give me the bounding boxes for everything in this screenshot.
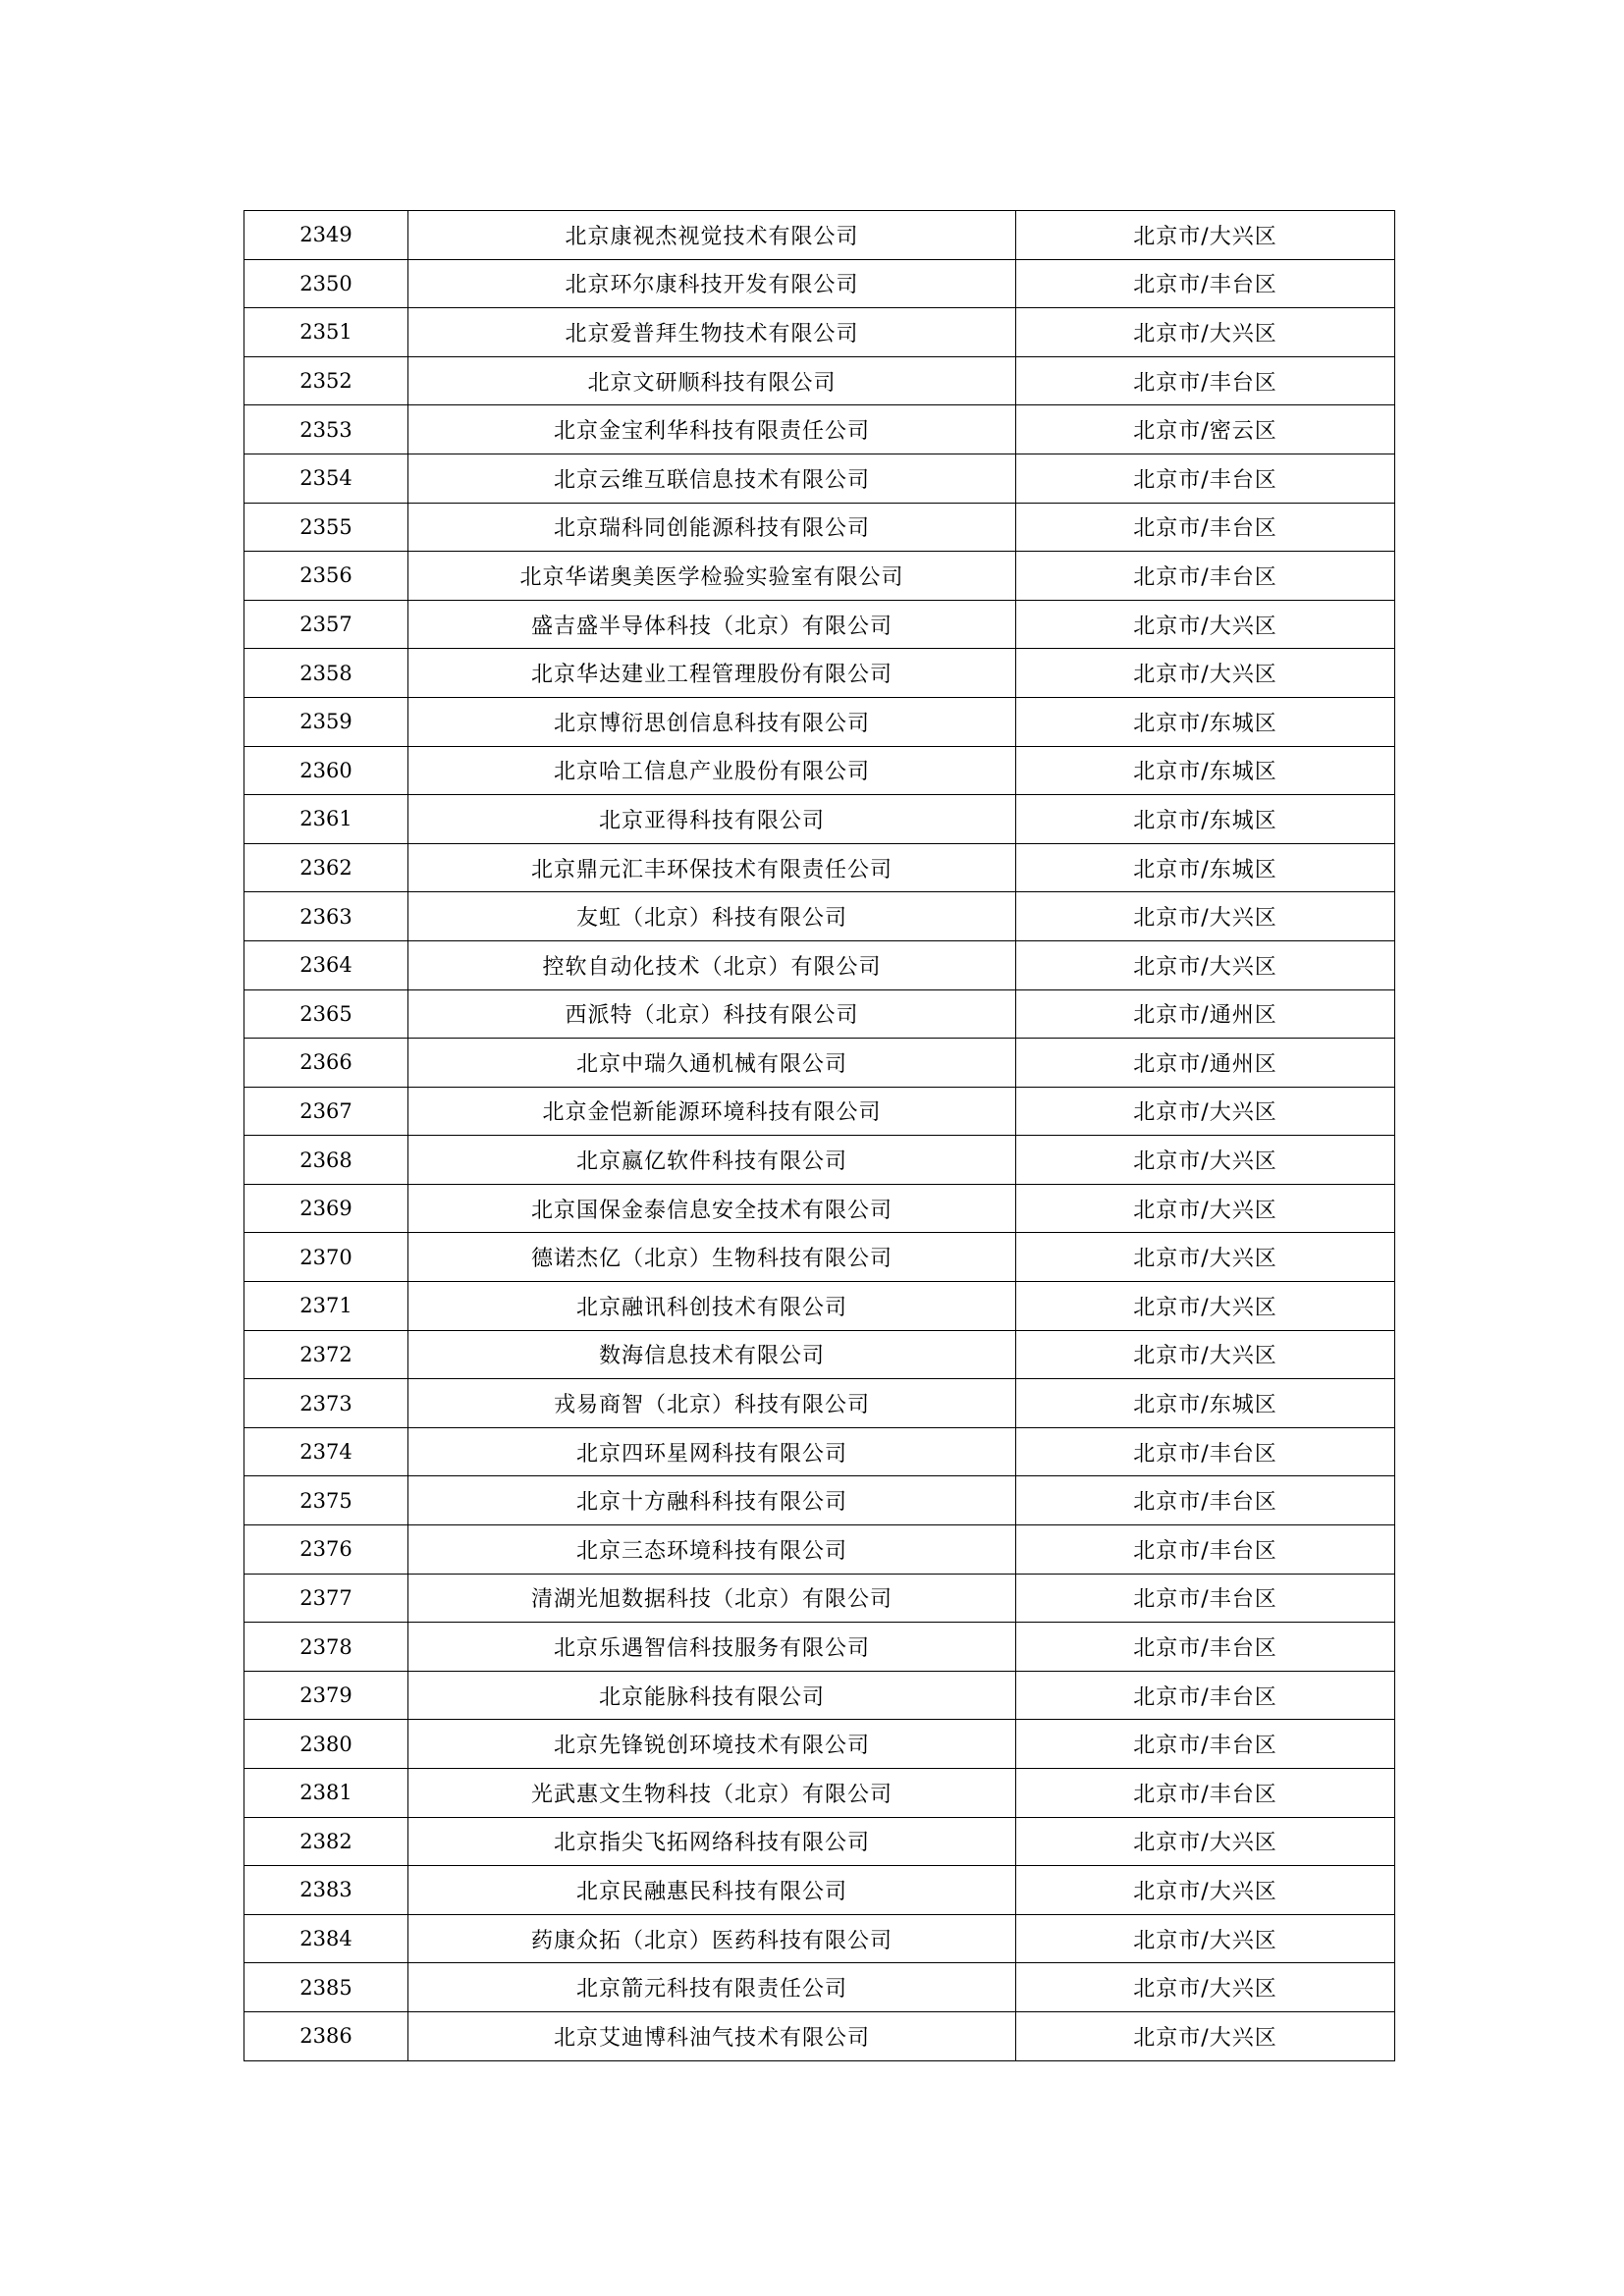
table-row — [244, 989, 1395, 1039]
row-number: 2384 — [244, 1914, 408, 1963]
company-name: 北京文研顺科技有限公司 — [408, 356, 1016, 405]
company-name: 北京鼎元汇丰环保技术有限责任公司 — [408, 843, 1016, 892]
row-number: 2366 — [244, 1039, 408, 1088]
row-number: 2377 — [244, 1574, 408, 1623]
company-name: 北京乐遇智信科技服务有限公司 — [408, 1623, 1016, 1672]
table-row — [244, 600, 1395, 649]
company-name: 西派特（北京）科技有限公司 — [408, 989, 1016, 1039]
table-row — [244, 1720, 1395, 1769]
row-number: 2354 — [244, 454, 408, 503]
company-name: 北京康视杰视觉技术有限公司 — [408, 211, 1016, 260]
row-number: 2351 — [244, 308, 408, 357]
row-number: 2368 — [244, 1136, 408, 1185]
table-row — [244, 356, 1395, 405]
table-row — [244, 1671, 1395, 1720]
table-row — [244, 211, 1395, 260]
row-number: 2370 — [244, 1233, 408, 1282]
company-list-table — [244, 210, 1395, 2061]
region-cell: 北京市/密云区 — [1016, 405, 1395, 454]
row-number: 2381 — [244, 1769, 408, 1818]
table-row — [244, 1525, 1395, 1575]
row-number: 2367 — [244, 1087, 408, 1136]
region-cell: 北京市/通州区 — [1016, 1039, 1395, 1088]
region-cell: 北京市/丰台区 — [1016, 454, 1395, 503]
region-cell: 北京市/东城区 — [1016, 843, 1395, 892]
table-row — [244, 795, 1395, 844]
row-number: 2350 — [244, 259, 408, 308]
company-name: 北京华诺奥美医学检验实验室有限公司 — [408, 552, 1016, 601]
region-cell: 北京市/通州区 — [1016, 989, 1395, 1039]
table-row — [244, 892, 1395, 941]
table-row — [244, 1574, 1395, 1623]
table-row — [244, 405, 1395, 454]
company-name: 北京先锋锐创环境技术有限公司 — [408, 1720, 1016, 1769]
region-cell: 北京市/东城区 — [1016, 1379, 1395, 1428]
row-number: 2363 — [244, 892, 408, 941]
company-name: 北京指尖飞拓网络科技有限公司 — [408, 1817, 1016, 1866]
row-number: 2374 — [244, 1427, 408, 1476]
region-cell: 北京市/丰台区 — [1016, 1769, 1395, 1818]
region-cell: 北京市/丰台区 — [1016, 1476, 1395, 1525]
region-cell: 北京市/大兴区 — [1016, 1866, 1395, 1915]
region-cell: 北京市/丰台区 — [1016, 1525, 1395, 1575]
company-name: 北京哈工信息产业股份有限公司 — [408, 746, 1016, 795]
row-number: 2365 — [244, 989, 408, 1039]
row-number: 2375 — [244, 1476, 408, 1525]
region-cell: 北京市/大兴区 — [1016, 1817, 1395, 1866]
row-number: 2378 — [244, 1623, 408, 1672]
table-row — [244, 697, 1395, 746]
region-cell: 北京市/丰台区 — [1016, 1427, 1395, 1476]
table-row — [244, 1623, 1395, 1672]
region-cell: 北京市/大兴区 — [1016, 649, 1395, 698]
region-cell: 北京市/大兴区 — [1016, 1184, 1395, 1233]
region-cell: 北京市/丰台区 — [1016, 1623, 1395, 1672]
table-row — [244, 1769, 1395, 1818]
row-number: 2357 — [244, 600, 408, 649]
table-row — [244, 259, 1395, 308]
table-row — [244, 1136, 1395, 1185]
table-row — [244, 454, 1395, 503]
table-row — [244, 552, 1395, 601]
region-cell: 北京市/大兴区 — [1016, 1963, 1395, 2012]
row-number: 2372 — [244, 1330, 408, 1379]
region-cell: 北京市/大兴区 — [1016, 308, 1395, 357]
row-number: 2386 — [244, 2011, 408, 2060]
company-name: 北京国保金泰信息安全技术有限公司 — [408, 1184, 1016, 1233]
table-row — [244, 1427, 1395, 1476]
row-number: 2373 — [244, 1379, 408, 1428]
row-number: 2364 — [244, 940, 408, 989]
region-cell: 北京市/丰台区 — [1016, 552, 1395, 601]
row-number: 2355 — [244, 503, 408, 552]
table-row — [244, 1087, 1395, 1136]
company-name: 德诺杰亿（北京）生物科技有限公司 — [408, 1233, 1016, 1282]
row-number: 2382 — [244, 1817, 408, 1866]
company-name: 北京融讯科创技术有限公司 — [408, 1282, 1016, 1331]
table-row — [244, 1330, 1395, 1379]
region-cell: 北京市/东城区 — [1016, 795, 1395, 844]
region-cell: 北京市/东城区 — [1016, 697, 1395, 746]
region-cell: 北京市/大兴区 — [1016, 1282, 1395, 1331]
row-number: 2383 — [244, 1866, 408, 1915]
table-row — [244, 649, 1395, 698]
company-name: 北京瑞科同创能源科技有限公司 — [408, 503, 1016, 552]
region-cell: 北京市/大兴区 — [1016, 2011, 1395, 2060]
table-row — [244, 1817, 1395, 1866]
row-number: 2352 — [244, 356, 408, 405]
region-cell: 北京市/大兴区 — [1016, 1233, 1395, 1282]
company-name: 北京能脉科技有限公司 — [408, 1671, 1016, 1720]
company-name: 北京金恺新能源环境科技有限公司 — [408, 1087, 1016, 1136]
company-name: 北京云维互联信息技术有限公司 — [408, 454, 1016, 503]
region-cell: 北京市/大兴区 — [1016, 1087, 1395, 1136]
company-name: 北京三态环境科技有限公司 — [408, 1525, 1016, 1575]
table-row — [244, 1914, 1395, 1963]
table-row — [244, 1233, 1395, 1282]
region-cell: 北京市/大兴区 — [1016, 211, 1395, 260]
row-number: 2369 — [244, 1184, 408, 1233]
table-row — [244, 308, 1395, 357]
region-cell: 北京市/丰台区 — [1016, 356, 1395, 405]
row-number: 2385 — [244, 1963, 408, 2012]
region-cell: 北京市/大兴区 — [1016, 1330, 1395, 1379]
region-cell: 北京市/大兴区 — [1016, 1136, 1395, 1185]
table-row — [244, 503, 1395, 552]
company-name: 控软自动化技术（北京）有限公司 — [408, 940, 1016, 989]
row-number: 2371 — [244, 1282, 408, 1331]
table-row — [244, 1476, 1395, 1525]
table-body — [244, 211, 1395, 2061]
company-name: 戎易商智（北京）科技有限公司 — [408, 1379, 1016, 1428]
company-name: 北京箭元科技有限责任公司 — [408, 1963, 1016, 2012]
company-name: 北京环尔康科技开发有限公司 — [408, 259, 1016, 308]
region-cell: 北京市/大兴区 — [1016, 1914, 1395, 1963]
row-number: 2356 — [244, 552, 408, 601]
table-row — [244, 1184, 1395, 1233]
region-cell: 北京市/大兴区 — [1016, 940, 1395, 989]
company-name: 数海信息技术有限公司 — [408, 1330, 1016, 1379]
table-row — [244, 1039, 1395, 1088]
row-number: 2360 — [244, 746, 408, 795]
company-name: 北京爱普拜生物技术有限公司 — [408, 308, 1016, 357]
row-number: 2353 — [244, 405, 408, 454]
row-number: 2380 — [244, 1720, 408, 1769]
table-row — [244, 940, 1395, 989]
row-number: 2361 — [244, 795, 408, 844]
table-row — [244, 2011, 1395, 2060]
company-name: 友虹（北京）科技有限公司 — [408, 892, 1016, 941]
row-number: 2362 — [244, 843, 408, 892]
table-row — [244, 1866, 1395, 1915]
company-name: 北京亚得科技有限公司 — [408, 795, 1016, 844]
region-cell: 北京市/丰台区 — [1016, 503, 1395, 552]
company-name: 北京中瑞久通机械有限公司 — [408, 1039, 1016, 1088]
row-number: 2376 — [244, 1525, 408, 1575]
region-cell: 北京市/丰台区 — [1016, 1574, 1395, 1623]
row-number: 2379 — [244, 1671, 408, 1720]
table-row — [244, 746, 1395, 795]
company-name: 北京四环星网科技有限公司 — [408, 1427, 1016, 1476]
table-row — [244, 843, 1395, 892]
row-number: 2358 — [244, 649, 408, 698]
region-cell: 北京市/丰台区 — [1016, 1720, 1395, 1769]
region-cell: 北京市/大兴区 — [1016, 892, 1395, 941]
table-row — [244, 1379, 1395, 1428]
company-name: 药康众拓（北京）医药科技有限公司 — [408, 1914, 1016, 1963]
company-name: 清湖光旭数据科技（北京）有限公司 — [408, 1574, 1016, 1623]
table-row — [244, 1282, 1395, 1331]
region-cell: 北京市/丰台区 — [1016, 259, 1395, 308]
company-name: 北京博衍思创信息科技有限公司 — [408, 697, 1016, 746]
company-name: 北京十方融科科技有限公司 — [408, 1476, 1016, 1525]
region-cell: 北京市/大兴区 — [1016, 600, 1395, 649]
company-name: 北京民融惠民科技有限公司 — [408, 1866, 1016, 1915]
region-cell: 北京市/东城区 — [1016, 746, 1395, 795]
row-number: 2349 — [244, 211, 408, 260]
company-name: 北京嬴亿软件科技有限公司 — [408, 1136, 1016, 1185]
company-name: 盛吉盛半导体科技（北京）有限公司 — [408, 600, 1016, 649]
company-name: 光武惠文生物科技（北京）有限公司 — [408, 1769, 1016, 1818]
company-name: 北京艾迪博科油气技术有限公司 — [408, 2011, 1016, 2060]
company-name: 北京金宝利华科技有限责任公司 — [408, 405, 1016, 454]
table-row — [244, 1963, 1395, 2012]
region-cell: 北京市/丰台区 — [1016, 1671, 1395, 1720]
company-name: 北京华达建业工程管理股份有限公司 — [408, 649, 1016, 698]
row-number: 2359 — [244, 697, 408, 746]
